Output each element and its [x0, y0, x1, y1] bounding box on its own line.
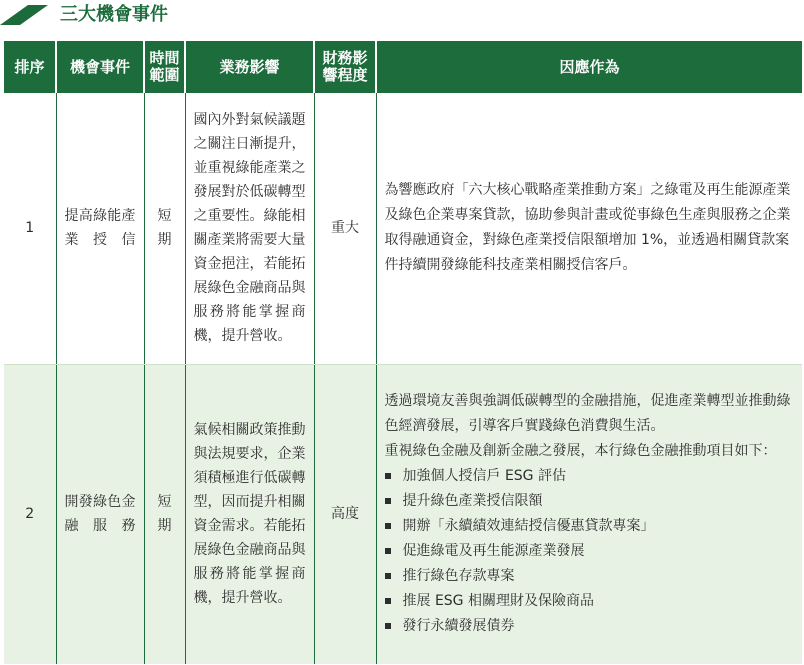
bullet-icon [385, 548, 391, 554]
col-header-event: 機會事件 [56, 41, 144, 93]
list-item-text: 發行永續發展債券 [402, 618, 515, 635]
list-item [385, 489, 795, 514]
table-row [4, 364, 802, 664]
col-header-financial-level: 財務影響程度 [314, 41, 376, 93]
list-item [385, 589, 795, 614]
bullet-icon [385, 498, 391, 504]
cell-rank: 1 [4, 93, 56, 364]
list-item [385, 539, 795, 564]
col-header-time: 時間範圍 [144, 41, 185, 93]
list-item [385, 614, 795, 639]
list-item-text: 推展 ESG 相關理財及保險商品 [402, 593, 594, 610]
cell-event: 提高綠能產業授信 [56, 93, 144, 364]
list-item [385, 464, 795, 489]
response-paragraph: 透過環境友善與強調低碳轉型的金融措施，促進產業轉型並推動綠色經濟發展，引導客戶實踐綠色消費與生活。 [384, 393, 791, 435]
response-paragraph: 為響應政府「六大核心戰略產業推動方案」之綠電及再生能源產業及綠色企業專案貸款，協助參與計畫或從事綠色生產與服務之企業取得融通資金，對綠色產業授信限額增加 1%，並透過相關貸款案件持續開發綠能科技產業相關授信客戶。 [384, 182, 791, 274]
cell-impact: 國內外對氣候議題之關注日漸提升，並重視綠能產業之發展對於低碳轉型之重要性。綠能相關產業將需要大量資金挹注，若能拓展綠色金融商品與服務將能掌握商機，提升營收。 [185, 93, 314, 364]
cell-time: 短期 [144, 364, 185, 664]
cell-financial-level: 重大 [314, 93, 376, 364]
list-item [385, 564, 795, 589]
opportunity-table [4, 41, 802, 664]
cell-event: 開發綠色金融服務 [56, 364, 144, 664]
header-accent-bar [0, 5, 48, 25]
list-item-text: 加強個人授信戶 ESG 評估 [402, 468, 566, 485]
list-item-text: 促進綠電及再生能源產業發展 [402, 543, 585, 560]
bullet-icon [385, 623, 391, 629]
bullet-icon [385, 523, 391, 529]
list-item-text: 推行綠色存款專案 [402, 568, 515, 585]
col-header-response: 因應作為 [376, 41, 802, 93]
bullet-icon [385, 598, 391, 604]
cell-rank: 2 [25, 506, 35, 523]
bullet-icon [385, 473, 391, 479]
col-header-rank: 排序 [4, 41, 56, 93]
section-header [0, 0, 804, 32]
section-title: 三大機會事件 [60, 4, 168, 25]
col-header-impact: 業務影響 [185, 41, 314, 93]
list-item [385, 514, 795, 539]
cell-time: 短期 [144, 93, 185, 364]
cell-response [376, 364, 802, 664]
cell-response [376, 93, 802, 364]
response-list [385, 464, 795, 639]
table-row [4, 93, 802, 364]
table-header-row [4, 41, 802, 93]
response-paragraph: 重視綠色金融及創新金融之發展，本行綠色金融推動項目如下： [384, 443, 777, 460]
bullet-icon [385, 573, 391, 579]
list-item-text: 提升綠色產業授信限額 [402, 493, 543, 510]
cell-financial-level: 高度 [314, 364, 376, 664]
cell-impact: 氣候相關政策推動與法規要求，企業須積極進行低碳轉型，因而提升相關資金需求。若能拓展綠色金融商品與服務將能掌握商機，提升營收。 [185, 364, 314, 664]
list-item-text: 開辦「永續績效連結授信優惠貸款專案」 [402, 518, 655, 535]
